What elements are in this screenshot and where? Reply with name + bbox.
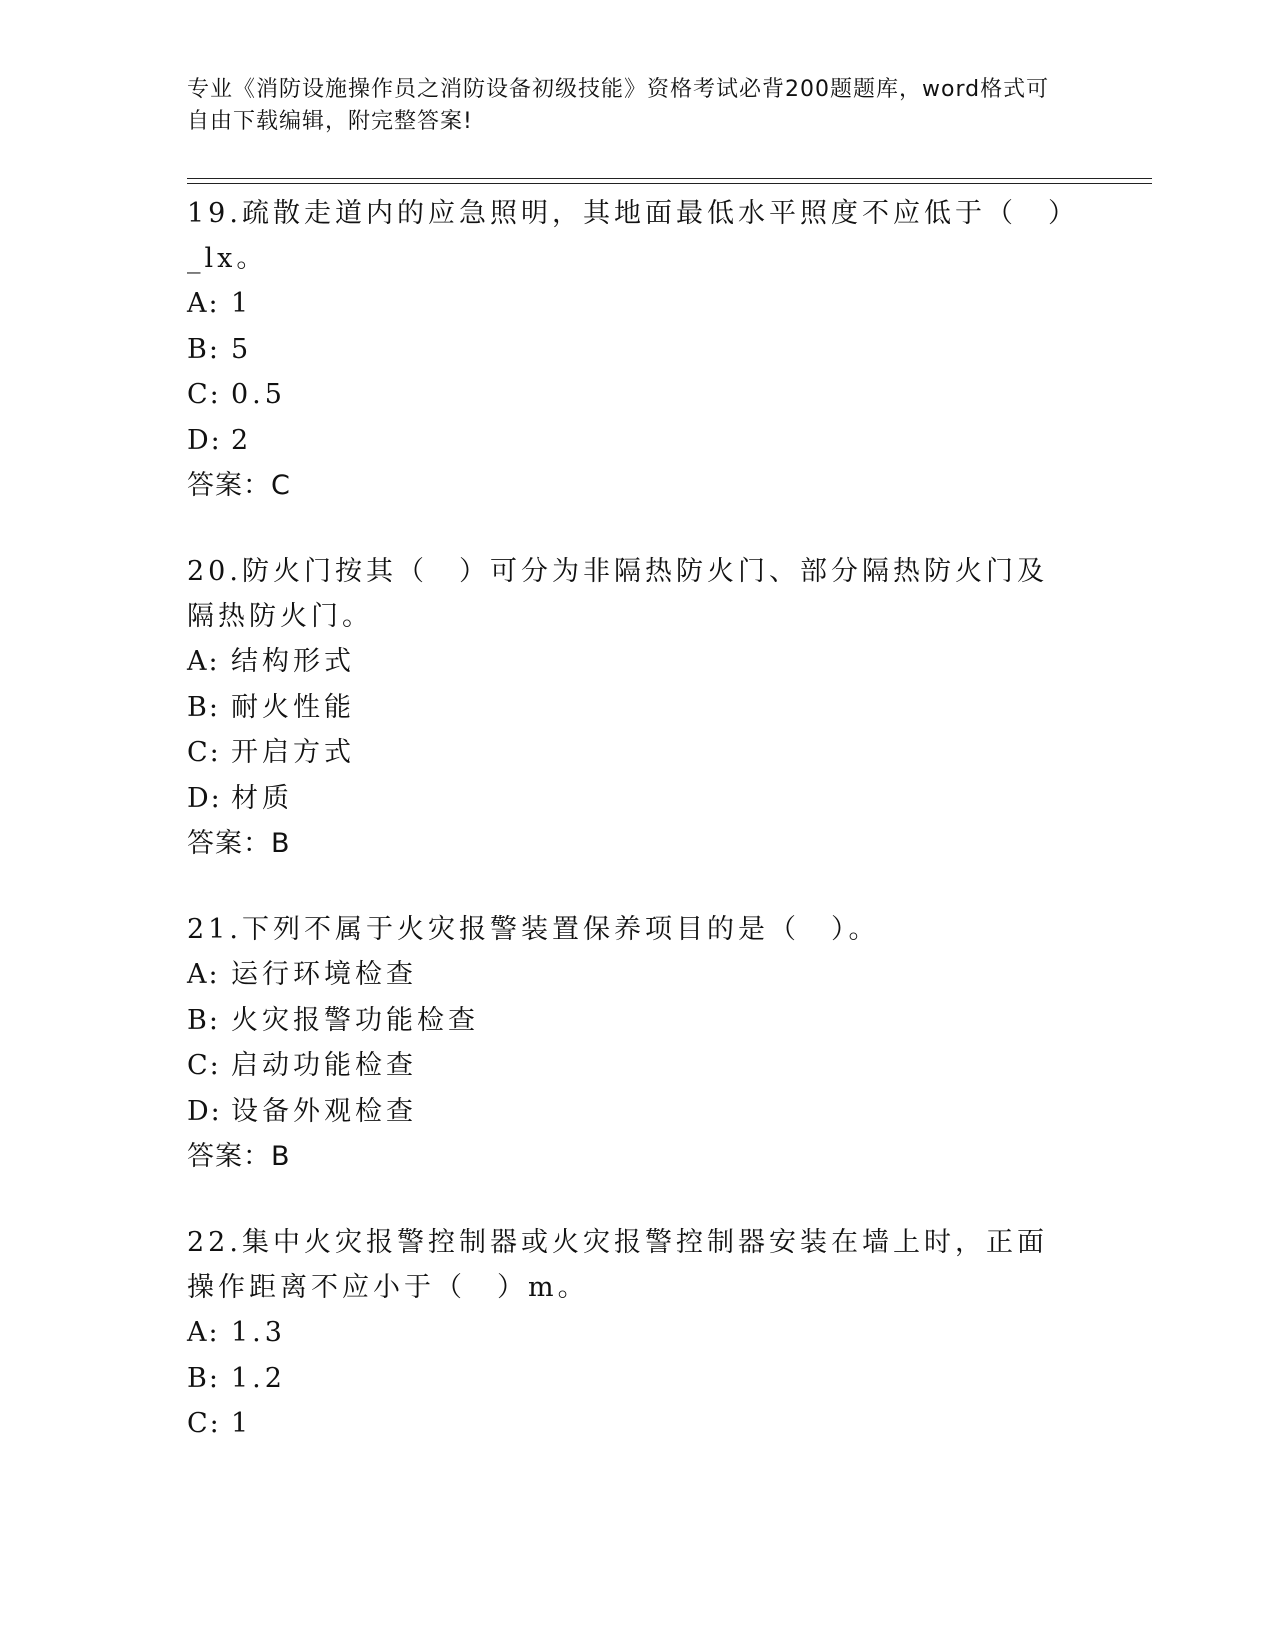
- option-key: D:: [187, 424, 222, 456]
- question-stem: 21.下列不属于火灾报警装置保养项目的是（ ）。: [187, 914, 880, 945]
- option-c: [187, 730, 1087, 776]
- option-c: [187, 1401, 1087, 1447]
- option-b: [187, 1356, 1087, 1402]
- option-text: 耐火性能: [231, 691, 355, 723]
- option-text: 1.3: [231, 1317, 286, 1348]
- option-text: 1: [231, 1408, 253, 1439]
- option-text: 0.5: [231, 379, 286, 410]
- option-d: [187, 418, 1087, 464]
- option-text: 材质: [231, 782, 293, 814]
- option-a: [187, 639, 1087, 685]
- answer-line: 答案：B: [187, 1141, 291, 1172]
- option-key: B:: [187, 333, 220, 365]
- header-divider-bottom: [187, 183, 1152, 184]
- option-text: 2: [231, 424, 253, 456]
- option-c: [187, 372, 1087, 418]
- option-key: D:: [187, 1095, 222, 1127]
- option-d: [187, 1089, 1087, 1135]
- question-stem: 20.防火门按其（ ）可分为非隔热防火门、部分隔热防火门及隔热防火门。: [187, 556, 1048, 632]
- option-text: 结构形式: [231, 646, 355, 677]
- option-a: [187, 281, 1087, 327]
- question-22: [187, 1220, 1087, 1447]
- option-text: 设备外观检查: [231, 1095, 417, 1127]
- option-text: 火灾报警功能检查: [231, 1004, 479, 1036]
- option-a: [187, 952, 1087, 998]
- question-stem: 22.集中火灾报警控制器或火灾报警控制器安装在墙上时，正面操作距离不应小于（ ）m。: [187, 1227, 1048, 1303]
- option-key: C:: [187, 1408, 221, 1439]
- option-key: D:: [187, 782, 222, 814]
- option-text: 开启方式: [231, 737, 355, 768]
- option-b: [187, 327, 1087, 373]
- option-key: A:: [187, 288, 220, 319]
- option-key: A:: [187, 959, 220, 990]
- question-list: [187, 191, 1087, 1487]
- option-b: [187, 685, 1087, 731]
- answer-line: 答案：B: [187, 828, 291, 859]
- option-key: C:: [187, 737, 221, 768]
- question-stem: 19.疏散走道内的应急照明，其地面最低水平照度不应低于（ ）_lx。: [187, 198, 1066, 274]
- question-19: [187, 191, 1087, 509]
- header-divider-top: [187, 178, 1152, 179]
- answer-line: 答案：C: [187, 470, 291, 501]
- option-b: [187, 998, 1087, 1044]
- option-key: C:: [187, 1050, 221, 1081]
- option-key: A:: [187, 646, 220, 677]
- option-text: 运行环境检查: [231, 959, 417, 990]
- option-d: [187, 776, 1087, 822]
- option-text: 1: [231, 288, 253, 319]
- option-a: [187, 1310, 1087, 1356]
- question-20: [187, 549, 1087, 867]
- option-key: B:: [187, 1004, 220, 1036]
- option-key: B:: [187, 1362, 220, 1394]
- option-key: B:: [187, 691, 220, 723]
- option-text: 1.2: [231, 1362, 286, 1394]
- document-header: 专业《消防设施操作员之消防设备初级技能》资格考试必背200题题库，word格式可自由下载编辑，附完整答案!: [187, 77, 1050, 134]
- question-21: [187, 907, 1087, 1180]
- option-key: C:: [187, 379, 221, 410]
- option-key: A:: [187, 1317, 220, 1348]
- option-text: 启动功能检查: [231, 1050, 417, 1081]
- option-c: [187, 1043, 1087, 1089]
- option-text: 5: [231, 333, 253, 365]
